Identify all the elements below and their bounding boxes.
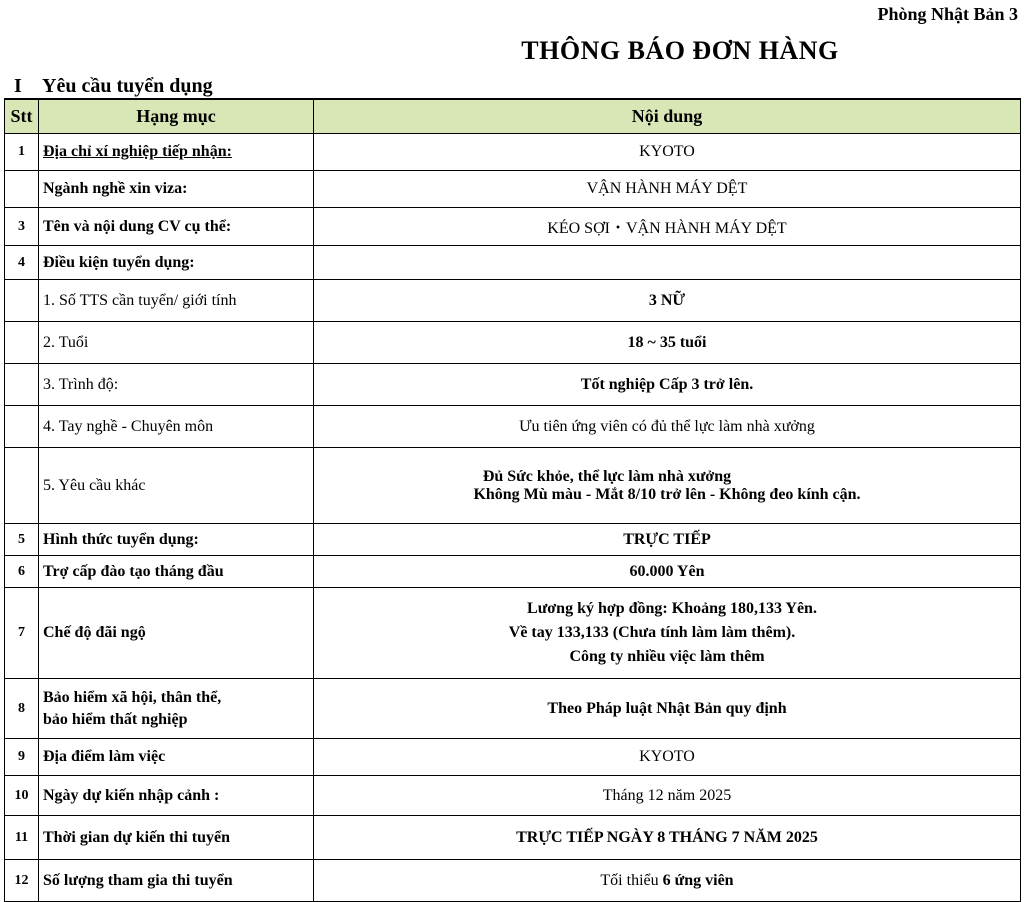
row-item: Chế độ đãi ngộ <box>39 588 314 679</box>
table-row <box>5 860 1021 902</box>
row-content-line: Đủ Sức khỏe, thể lực làm nhà xưởng <box>482 467 732 485</box>
table-row <box>5 776 1021 816</box>
row-item <box>39 679 314 739</box>
row-stt: 12 <box>5 860 39 902</box>
column-header-stt: Stt <box>5 99 39 134</box>
table-row <box>5 280 1021 322</box>
table-row <box>5 246 1021 280</box>
row-content: Tốt nghiệp Cấp 3 trở lên. <box>314 364 1021 406</box>
row-content: KYOTO <box>314 134 1021 171</box>
row-item: Hình thức tuyển dụng: <box>39 524 314 556</box>
row-stt: 9 <box>5 739 39 776</box>
row-stt <box>5 322 39 364</box>
row-stt: 10 <box>5 776 39 816</box>
table-row <box>5 739 1021 776</box>
row-content-line: Công ty nhiều việc làm thêm <box>569 648 765 665</box>
row-content: 60.000 Yên <box>314 556 1021 588</box>
row-item: Điều kiện tuyển dụng: <box>39 246 314 280</box>
row-item-line: Bảo hiểm xã hội, thân thể, <box>43 688 222 706</box>
table-row <box>5 524 1021 556</box>
row-item: Địa chỉ xí nghiệp tiếp nhận: <box>39 134 314 171</box>
row-content-prefix: Tối thiểu <box>600 871 663 889</box>
table-row <box>5 679 1021 739</box>
row-item: 5. Yêu cầu khác <box>39 448 314 524</box>
row-item: Số lượng tham gia thi tuyển <box>39 860 314 902</box>
row-item: Ngày dự kiến nhập cảnh : <box>39 776 314 816</box>
row-item: 4. Tay nghề - Chuyên môn <box>39 406 314 448</box>
row-item: Thời gian dự kiến thi tuyển <box>39 816 314 860</box>
row-stt <box>5 280 39 322</box>
row-stt <box>5 448 39 524</box>
table-row <box>5 322 1021 364</box>
row-content-line: Không Mù màu - Mắt 8/10 trở lên - Không đeo kính cận. <box>473 485 861 503</box>
row-content-line: Lương ký hợp đồng: Khoảng 180,133 Yên. <box>527 600 817 617</box>
row-stt <box>5 406 39 448</box>
table-row <box>5 816 1021 860</box>
row-stt: 8 <box>5 679 39 739</box>
row-item: Tên và nội dung CV cụ thể: <box>39 208 314 246</box>
row-stt: 1 <box>5 134 39 171</box>
row-content <box>314 860 1021 902</box>
section-title: Yêu cầu tuyển dụng <box>42 75 213 97</box>
table-row <box>5 364 1021 406</box>
row-stt: 3 <box>5 208 39 246</box>
table-row <box>5 134 1021 171</box>
row-stt <box>5 364 39 406</box>
row-content-line: Về tay 133,133 (Chưa tính làm làm thêm). <box>508 624 796 641</box>
row-stt: 4 <box>5 246 39 280</box>
section-number: I <box>14 75 22 97</box>
table-row <box>5 171 1021 208</box>
table-row <box>5 208 1021 246</box>
row-item: Trợ cấp đào tạo tháng đầu <box>39 556 314 588</box>
table-row <box>5 588 1021 679</box>
table-header-row <box>5 99 1021 134</box>
row-content: KÉO SỢI・VẬN HÀNH MÁY DỆT <box>314 208 1021 246</box>
row-item: 2. Tuổi <box>39 322 314 364</box>
row-content <box>314 588 1021 679</box>
row-content: 3 NỮ <box>314 280 1021 322</box>
row-content: Tháng 12 năm 2025 <box>314 776 1021 816</box>
table-row <box>5 556 1021 588</box>
row-content <box>314 246 1021 280</box>
department-label: Phòng Nhật Bản 3 <box>877 4 1018 24</box>
row-content: TRỰC TIẾP NGÀY 8 THÁNG 7 NĂM 2025 <box>314 816 1021 860</box>
row-stt: 5 <box>5 524 39 556</box>
row-item: 3. Trình độ: <box>39 364 314 406</box>
row-content: KYOTO <box>314 739 1021 776</box>
row-item: Địa điểm làm việc <box>39 739 314 776</box>
page-title: THÔNG BÁO ĐƠN HÀNG <box>521 36 839 65</box>
row-item: Ngành nghề xin viza: <box>39 171 314 208</box>
row-stt: 11 <box>5 816 39 860</box>
column-header-content: Nội dung <box>314 99 1021 134</box>
row-item: 1. Số TTS cần tuyển/ giới tính <box>39 280 314 322</box>
row-content: TRỰC TIẾP <box>314 524 1021 556</box>
row-content: 18 ~ 35 tuổi <box>314 322 1021 364</box>
row-content: VẬN HÀNH MÁY DỆT <box>314 171 1021 208</box>
column-header-item: Hạng mục <box>39 99 314 134</box>
row-content: Ưu tiên ứng viên có đủ thể lực làm nhà xưởng <box>314 406 1021 448</box>
row-stt: 7 <box>5 588 39 679</box>
row-item-line: bảo hiểm thất nghiệp <box>43 710 188 728</box>
table-row <box>5 448 1021 524</box>
row-stt: 6 <box>5 556 39 588</box>
section-heading <box>14 75 213 98</box>
row-content-bold: 6 ứng viên <box>662 871 734 889</box>
row-stt <box>5 171 39 208</box>
order-table <box>4 98 1021 902</box>
row-content: Theo Pháp luật Nhật Bản quy định <box>314 679 1021 739</box>
row-content <box>314 448 1021 524</box>
table-row <box>5 406 1021 448</box>
